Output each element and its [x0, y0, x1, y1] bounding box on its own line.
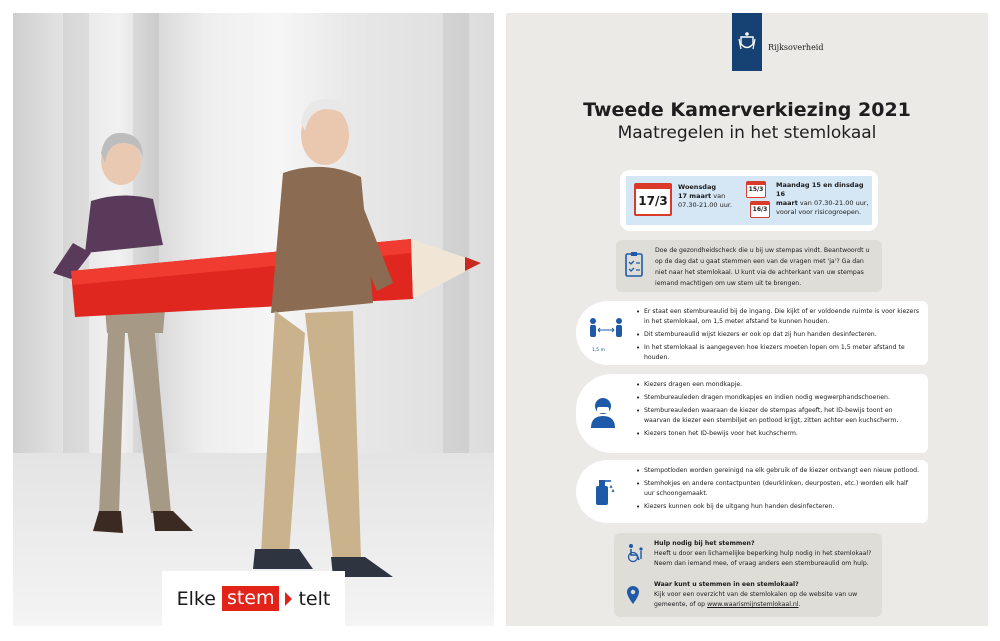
rule-item: • Stempotloden worden gereinigd na elk gebruik of de kiezer ontvangt een nieuw potlood.: [636, 466, 920, 476]
rule-list-masks: [636, 380, 920, 442]
disinfectant-icon: [588, 476, 616, 506]
rule-item: • Stemhokjes en andere contactpunten (deurklinken, deurposten, etc.) worden elk half uur schoongemaakt.: [636, 479, 920, 499]
rijksoverheid-wordmark: Rijksoverheid: [768, 43, 824, 52]
main-election-day: Woensdag 17 maart van 07.30-21.00 uur.: [678, 183, 733, 209]
rule-item: • Kiezers dragen een mondkapje.: [636, 380, 920, 390]
help-answer-2: Kijk voor een overzicht van de stemlokalen op de website van uw gemeente, of op www.waarismijnstemlokaal.nl.: [654, 591, 858, 608]
polling-station-link[interactable]: www.waarismijnstemlokaal.nl: [707, 601, 799, 608]
rule-card-masks: [576, 374, 928, 453]
measures-poster: [506, 13, 988, 626]
slogan-word-telt: telt: [298, 587, 331, 610]
slogan-word-elke: Elke: [176, 587, 216, 610]
rule-card-hygiene: [576, 460, 928, 523]
distance-label: 1,5 m: [592, 348, 605, 353]
calendar-icon-15: 15/3: [746, 181, 766, 198]
location-pin-icon: [626, 585, 640, 605]
rule-list-distance: [636, 307, 920, 366]
rule-card-distance: [576, 301, 928, 365]
slogan-arrow-icon: [285, 592, 292, 606]
rule-item: • Stembureauleden waaraan de kiezer de stempas afgeeft, het ID-bewijs toont en waarvan de kiezer een stembiljet en potlood krijgt, zitten achter een kuchscherm.: [636, 406, 920, 426]
polling-location-block: [654, 580, 874, 610]
help-question-2: Waar kunt u stemmen in een stemlokaal?: [654, 581, 799, 588]
calendar-icon: 17/3: [634, 183, 672, 216]
wheelchair-icon: [626, 543, 644, 563]
health-check-box: [616, 240, 882, 292]
face-mask-icon: [588, 396, 618, 428]
clipboard-check-icon: [625, 251, 643, 277]
health-check-text: Doe de gezondheidscheck die u bij uw stempas vindt. Beantwoordt u op de dag dat u gaat stemmen een van de vragen met 'ja'? Ga dan niet naar het stemlokaal. U kunt via de achterkant van uw stempas iemand machtigen om uw stem uit te brengen.: [655, 247, 870, 287]
election-dates-card: [620, 170, 878, 231]
poster-title: Tweede Kamerverkiezing 2021: [583, 99, 911, 121]
calendar-icon-16: 16/3: [750, 201, 770, 218]
help-answer-1: Heeft u door een lichamelijke beperking hulp nodig in het stemlokaal? Neem dan iemand mee, of vraag anders een stembureaulid om hulp.: [654, 550, 872, 567]
help-info-box: [614, 533, 882, 617]
early-voting-days: Maandag 15 en dinsdag 16 maart van 07.30-21.00 uur, vooral voor risicogroepen.: [776, 181, 869, 216]
rule-item: • In het stemlokaal is aangegeven hoe kiezers moeten lopen om 1,5 meter afstand te houden.: [636, 343, 920, 363]
help-question-1: Hulp nodig bij het stemmen?: [654, 540, 755, 547]
slogan-word-stem: stem: [222, 586, 280, 611]
rule-item: • Kiezers tonen het ID-bewijs voor het kuchscherm.: [636, 429, 920, 439]
rijksoverheid-logo-icon: [732, 13, 762, 71]
help-needed-block: [654, 539, 874, 569]
people-with-pencil-illustration: [13, 13, 494, 626]
poster-subtitle: Maatregelen in het stemlokaal: [617, 123, 877, 143]
campaign-photo: [13, 13, 494, 626]
rule-item: • Dit stembureaulid wijst kiezers er ook op dat zij hun handen desinfecteren.: [636, 330, 920, 340]
rule-item: • Kiezers kunnen ook bij de uitgang hun handen desinfecteren.: [636, 502, 920, 512]
distance-people-icon: [588, 317, 624, 347]
elke-stem-telt-logo: [162, 571, 345, 626]
rule-item: • Stembureauleden dragen mondkapjes en indien nodig wegwerphandschoenen.: [636, 393, 920, 403]
rule-item: • Er staat een stembureaulid bij de ingang. Die kijkt of er voldoende ruimte is voor kiezers in het stemlokaal, om 1,5 meter afstand te kunnen houden.: [636, 307, 920, 327]
rule-list-hygiene: [636, 466, 920, 515]
